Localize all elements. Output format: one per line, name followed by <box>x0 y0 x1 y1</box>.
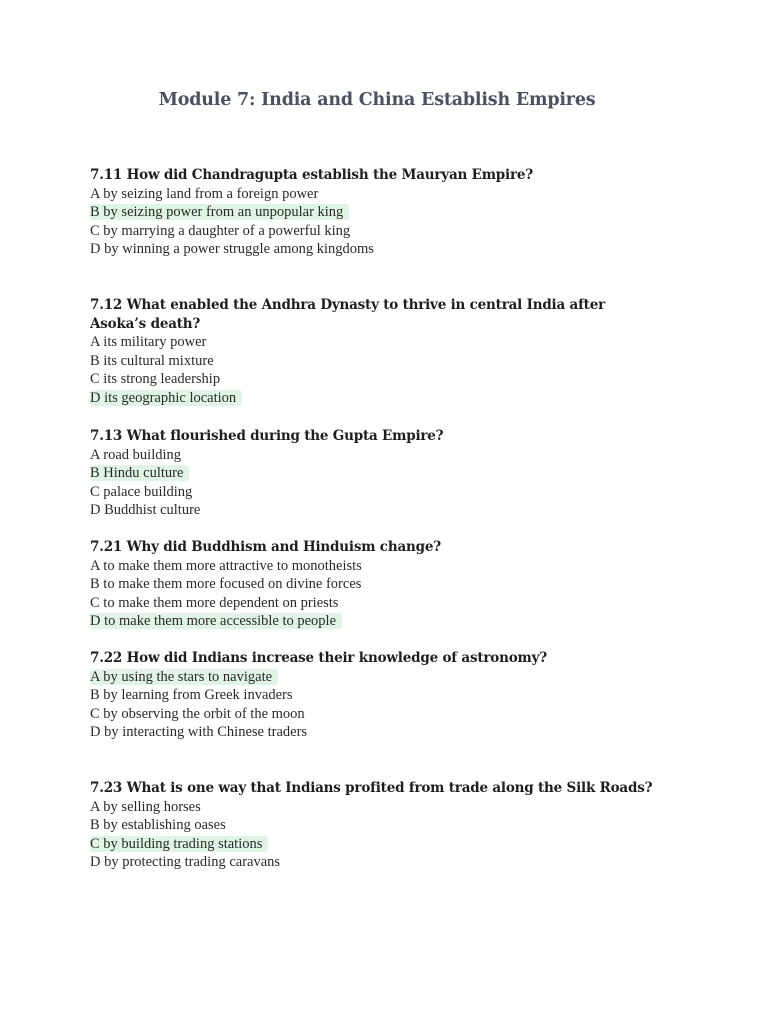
answer-option-a: A road building <box>90 446 182 463</box>
answer-option-c: C by observing the orbit of the moon <box>90 705 305 722</box>
answer-option-b: B by learning from Greek invaders <box>90 687 293 704</box>
answer-option-a: A its military power <box>90 334 207 351</box>
question-7-13 <box>90 427 690 520</box>
question-text: 7.23 What is one way that Indians profited from trade along the Silk Roads? <box>90 780 653 796</box>
answer-option-c: C by building trading stations <box>90 835 730 854</box>
question-text: 7.11 How did Chandragupta establish the Mauryan Empire? <box>90 167 533 183</box>
answer-option-a: A by seizing land from a foreign power <box>90 185 319 202</box>
answer-option-b: B by establishing oases <box>90 817 226 834</box>
question-7-12 <box>90 296 650 408</box>
question-text: 7.21 Why did Buddhism and Hinduism change? <box>90 539 441 555</box>
question-text: 7.22 How did Indians increase their knowledge of astronomy? <box>90 650 547 666</box>
answer-option-b: B its cultural mixture <box>90 352 214 369</box>
question-7-11 <box>90 166 690 259</box>
answer-option-c: C by marrying a daughter of a powerful king <box>90 222 351 239</box>
answer-option-a: A to make them more attractive to monotheists <box>90 557 362 574</box>
question-7-21 <box>90 538 690 631</box>
answer-option-a: A by selling horses <box>90 798 201 815</box>
answer-option-c: C to make them more dependent on priests <box>90 594 339 611</box>
page-title: Module 7: India and China Establish Empires <box>158 90 596 110</box>
answer-option-d: D its geographic location <box>90 389 650 408</box>
answer-option-d: D Buddhist culture <box>90 502 201 519</box>
answer-option-d: D by protecting trading caravans <box>90 854 281 871</box>
answer-option-d: D by winning a power struggle among kingdoms <box>90 241 374 258</box>
answer-option-d: D by interacting with Chinese traders <box>90 724 308 741</box>
answer-option-c: C its strong leadership <box>90 371 221 388</box>
answer-option-d: D to make them more accessible to people <box>90 612 690 631</box>
answer-option-a: A by using the stars to navigate <box>90 668 690 687</box>
answer-option-b: B to make them more focused on divine forces <box>90 576 362 593</box>
question-text: 7.13 What flourished during the Gupta Empire? <box>90 428 444 444</box>
answer-option-c: C palace building <box>90 483 193 500</box>
answer-option-b: B by seizing power from an unpopular king <box>90 203 690 222</box>
question-7-23 <box>90 779 730 872</box>
question-text: 7.12 What enabled the Andhra Dynasty to thrive in central India after Asoka’s death? <box>90 297 606 332</box>
answer-option-b: B Hindu culture <box>90 464 690 483</box>
question-7-22 <box>90 649 690 742</box>
